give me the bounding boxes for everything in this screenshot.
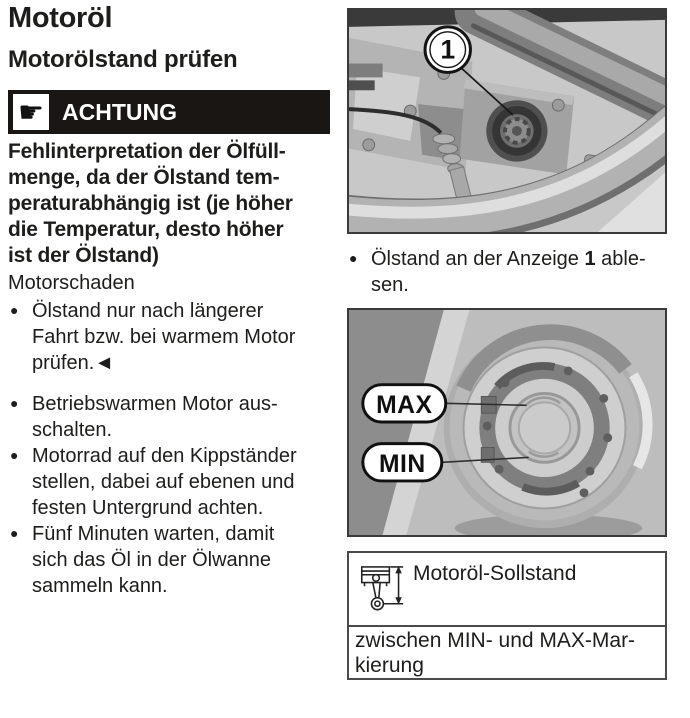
list-item-line: festen Untergrund achten. [32,497,264,519]
list-item-line: prüfen.◄ [32,352,115,374]
list-item [8,298,334,376]
list-item-line: Fahrt bzw. bei warmem Motor [32,326,296,348]
bullet-icon: ● [10,395,19,411]
bullet-icon: ● [10,525,19,541]
warning-line: ist der Ölstand) [8,244,159,267]
spec-table-header-row [349,553,665,627]
warning-text [8,139,334,269]
spec-table [347,551,667,680]
figure-min-max-marks [347,308,667,537]
warning-banner [8,90,330,134]
caption-text: sen. [371,274,409,296]
section-title: Motorölstand prüfen [8,46,238,73]
min-label: MIN [378,451,426,479]
list-item [8,443,334,521]
warning-line: menge, da der Ölstand tem- [8,166,280,189]
piston-icon [359,560,405,623]
bullet-icon: ● [10,302,19,318]
bullet-icon: ● [10,447,19,463]
max-label: MAX [376,392,433,420]
warning-line: Fehlinterpretation der Ölfüll- [8,140,286,163]
list-item [8,391,334,443]
list-item-line: Betriebswarmen Motor aus- [32,393,278,415]
sight-glass-photo [349,310,665,535]
list-item-line: schalten. [32,419,113,441]
spec-value-line: zwischen MIN- und MAX-Mar- [355,629,636,652]
figure-oil-window-location [347,8,667,234]
list-item-line: Ölstand nur nach längerer [32,300,264,322]
list-item-line: Fünf Minuten warten, damit [32,523,275,545]
page-title: Motoröl [8,2,113,34]
list-item-line: stellen, dabei auf ebenen und [32,471,295,493]
warning-line: peraturabhängig ist (je höher [8,192,293,215]
list-item-line: sich das Öl in der Ölwanne [32,549,272,571]
warning-line: die Temperatur, desto höher [8,218,284,241]
spec-table-value-row [349,627,665,678]
figure1-caption [347,246,669,298]
caption-text: able- [595,248,646,270]
list-item-line: sammeln kann. [32,575,168,597]
engine-illustration [349,10,665,232]
caption-ref: 1 [584,248,596,270]
list-item [8,521,334,599]
bullet-icon: ● [349,250,358,266]
spec-value-line: kierung [355,654,424,677]
consequence-text: Motorschaden [8,272,135,294]
callout-number: 1 [440,34,456,65]
instruction-list [8,298,334,599]
manicule-icon: ☛ [13,94,49,130]
spec-title: Motoröl-Sollstand [413,562,577,585]
list-item-line: Motorrad auf den Kippständer [32,445,297,467]
warning-label: ACHTUNG [62,98,177,125]
caption-text: Ölstand an der Anzeige [371,248,585,270]
